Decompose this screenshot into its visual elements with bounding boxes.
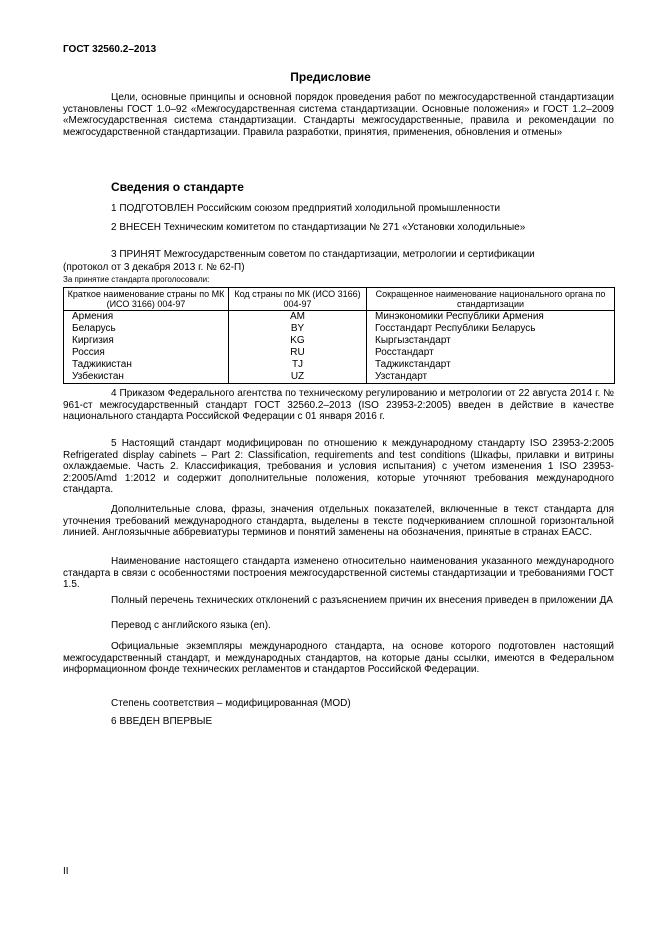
national-body: Минэкономики Республики Армения (367, 311, 615, 324)
header-country-name: Краткое наименование страны по МК (ИСО 3166) 004-97 (64, 288, 229, 311)
country-code: BY (229, 323, 367, 335)
info-item-2: 2 ВНЕСЕН Техническим комитетом по стандартизации № 271 «Установки холодильные» (111, 222, 526, 233)
country-name: Таджикистан (64, 359, 229, 371)
national-body: Госстандарт Республики Беларусь (367, 323, 615, 335)
info-section-title: Сведения о стандарте (111, 180, 244, 194)
official-copies-text: Официальные экземпляры международного стандарта, на основе которого подготовлен настоящий межгосударственный стандарт, и международных стандартов, на которые даны ссылки, имеются в Федеральном информационном фонде технических регламентов и стандартов Российской Федерации. (63, 641, 614, 675)
country-name: Беларусь (64, 323, 229, 335)
additional-words-text: Дополнительные слова, фразы, значения отдельных показателей, включенные в текст стандарта для уточнения требований международного стандарта, выделены в тексте подчеркиванием сплошной горизонтальной линией. Англоязычные аббревиатуры терминов и понятий заменены на обозначения, принятые в странах ЕАСС. (63, 504, 614, 538)
additional-words-paragraph (63, 504, 614, 539)
national-body: Росстандарт (367, 347, 615, 359)
page-number: II (63, 866, 69, 877)
deviations-text: Полный перечень технических отклонений с разъяснением причин их внесения приведен в приложении ДА (111, 595, 613, 606)
table-row (64, 371, 615, 384)
country-name: Киргизия (64, 335, 229, 347)
foreword-paragraph: Цели, основные принципы и основной порядок проведения работ по межгосударственной стандартизации установлены ГОСТ 1.0–92 «Межгосударственная система стандартизации. Основные положения» и ГОСТ 1.2–2009 «Межгосударственная система стандартизации. Стандарты межгосударственные, правила и рекомендации по межгосударственной стандартизации. Правила разработки, принятия, применения, обновления и отмены» (63, 92, 614, 138)
national-body: Кыргызстандарт (367, 335, 615, 347)
header-national-body: Сокращенное наименование национального органа по стандартизации (367, 288, 615, 311)
country-name: Узбекистан (64, 371, 229, 384)
country-name: Армения (64, 311, 229, 324)
info-item-6: 6 ВВЕДЕН ВПЕРВЫЕ (111, 716, 213, 727)
country-name: Россия (64, 347, 229, 359)
country-code: AM (229, 311, 367, 324)
table-row (64, 311, 615, 324)
table-row (64, 359, 615, 371)
info-item-4-text: 4 Приказом Федерального агентства по техническому регулированию и метрологии от 22 августа 2014 г. № 961-ст межгосударственный стандарт ГОСТ 32560.2–2013 (ISO 23953-2:2005) введен в действие в качестве национального стандарта Российской Федерации с 01 января 2016 г. (63, 388, 614, 422)
table-row (64, 347, 615, 359)
foreword-text (63, 92, 614, 138)
deviations-paragraph (63, 595, 614, 607)
name-change-text: Наименование настоящего стандарта изменено относительно наименования указанного международного стандарта в связи с особенностями построения межгосударственной системы стандартизации и требованиями ГОСТ 1.5. (63, 556, 614, 590)
translation-note: Перевод с английского языка (en). (111, 620, 271, 631)
country-code: UZ (229, 371, 367, 384)
table-row (64, 335, 615, 347)
document-header: ГОСТ 32560.2–2013 (63, 44, 157, 55)
national-body: Узстандарт (367, 371, 615, 384)
conformity-degree: Степень соответствия – модифицированная (MOD) (111, 698, 351, 709)
foreword-title: Предисловие (290, 70, 371, 84)
name-change-paragraph (63, 556, 614, 591)
official-copies-paragraph (63, 641, 614, 676)
info-item-5 (63, 438, 614, 496)
voted-label: За принятие стандарта проголосовали: (63, 275, 210, 284)
info-item-3-line1: 3 ПРИНЯТ Межгосударственным советом по стандартизации, метрологии и сертификации (111, 249, 535, 260)
country-code: KG (229, 335, 367, 347)
info-item-1: 1 ПОДГОТОВЛЕН Российским союзом предприятий холодильной промышленности (111, 203, 501, 214)
info-item-4 (63, 388, 614, 423)
table-row (64, 323, 615, 335)
national-body: Таджикстандарт (367, 359, 615, 371)
info-item-5-text: 5 Настоящий стандарт модифицирован по отношению к международному стандарту ISO 23953-2:2005 Refrigerated display cabinets – Part 2: Classification, requirements and test conditions (Шкафы, прилавки и витрины охлаждаемые. Часть 2. Классификация, требования и условия испытания) с учетом изменения 1 ISO 23953-2:2005/Amd 1:2012 и содержит дополнительные положения, которые уточняют требования международного стандарта. (63, 438, 614, 495)
info-item-3-line2: (протокол от 3 декабря 2013 г. № 62-П) (63, 262, 245, 273)
table-header-row (64, 288, 615, 311)
country-code: TJ (229, 359, 367, 371)
country-code: RU (229, 347, 367, 359)
voting-countries-table (63, 287, 615, 384)
header-country-code: Код страны по МК (ИСО 3166) 004-97 (229, 288, 367, 311)
